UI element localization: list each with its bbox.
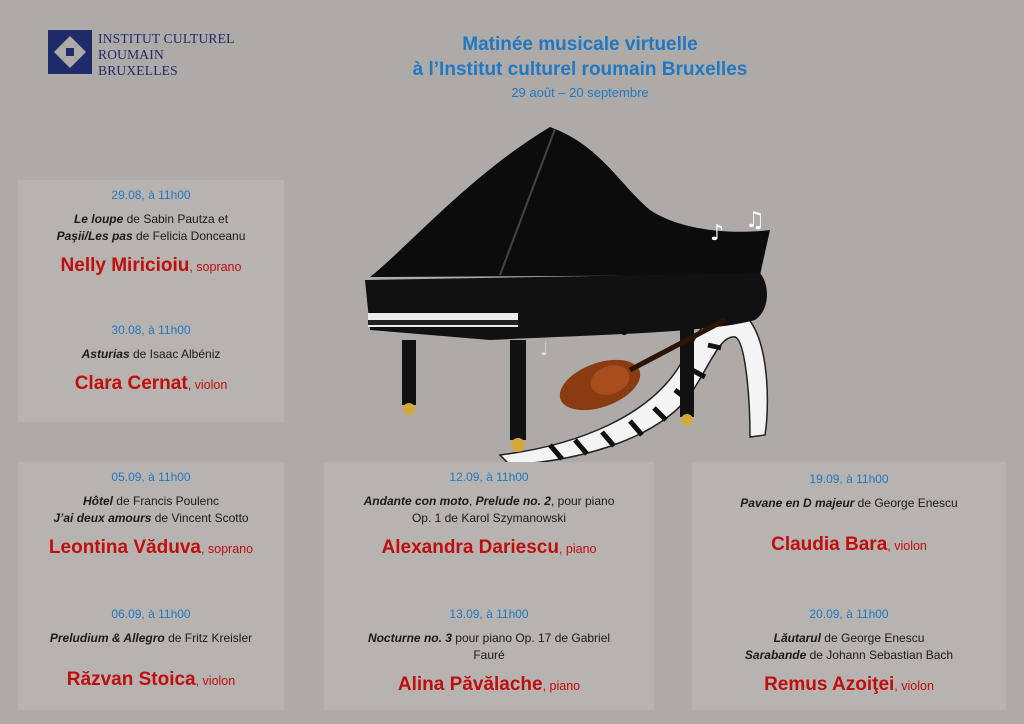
date-range: 29 août – 20 septembre	[511, 85, 649, 100]
event-program: Le loupe de Sabin Pautza et Paşii/Les pas de Felicia Donceanu	[56, 212, 246, 243]
event-date: 29.08, à 11h00	[111, 188, 191, 202]
event-performer: Alexandra Dariescu, piano	[381, 537, 597, 558]
event-program: Pavane en D majeur de George Enescu	[740, 496, 958, 510]
event-29-08	[18, 188, 284, 277]
event-program: Lăutarul de George Enescu Sarabande de Johann Sebastian Bach	[744, 631, 954, 662]
event-06-09	[18, 607, 284, 691]
event-performer: Răzvan Stoica, violon	[66, 669, 236, 690]
svg-text:♪: ♪	[620, 316, 633, 340]
svg-text:♪: ♪	[710, 221, 725, 246]
event-program: Andante con moto, Prelude no. 2, pour piano Op. 1 de Karol Szymanowski	[363, 494, 615, 525]
svg-text:♫: ♫	[745, 208, 765, 233]
event-12-09	[324, 470, 654, 559]
event-30-08	[18, 323, 284, 395]
svg-text:♩: ♩	[540, 339, 549, 360]
event-performer: Clara Cernat, violon	[74, 373, 228, 394]
event-date: 06.09, à 11h00	[111, 607, 191, 621]
event-program: Asturias de Isaac Albéniz	[81, 347, 221, 361]
event-date: 19.09, à 11h00	[809, 472, 889, 486]
event-date: 20.09, à 11h00	[809, 607, 889, 621]
schedule-panel-mid-september	[324, 462, 654, 710]
event-performer: Remus Azoiţei, violon	[764, 674, 934, 695]
event-05-09	[18, 470, 284, 559]
event-performer: Claudia Bara, violon	[771, 534, 927, 555]
event-performer: Leontina Văduva, soprano	[48, 537, 254, 558]
institute-logo-icon	[48, 30, 92, 74]
piano-lid	[370, 127, 770, 277]
event-performer: Alina Păvălache, piano	[397, 674, 581, 695]
event-date: 05.09, à 11h00	[111, 470, 191, 484]
event-program: Preludium & Allegro de Fritz Kreisler	[49, 631, 253, 645]
event-date: 30.08, à 11h00	[111, 323, 191, 337]
event-program: Nocturne no. 3 pour piano Op. 17 de Gabriel Fauré	[367, 631, 611, 662]
event-13-09	[324, 607, 654, 696]
event-date: 12.09, à 11h00	[449, 470, 529, 484]
page-header	[330, 32, 830, 100]
event-date: 13.09, à 11h00	[449, 607, 529, 621]
schedule-panel-august	[18, 180, 284, 422]
institute-name: INSTITUT CULTUREL ROUMAIN BRUXELLES	[98, 31, 235, 78]
schedule-panel-early-september	[18, 462, 284, 710]
schedule-panel-late-september	[692, 462, 1006, 710]
page-title-line2: à l’Institut culturel roumain Bruxelles	[412, 59, 748, 80]
page-title-line1: Matinée musicale virtuelle	[462, 34, 698, 55]
event-19-09	[692, 472, 1006, 556]
grand-piano-illustration	[350, 115, 780, 465]
event-program: Hôtel de Francis Poulenc J’ai deux amours de Vincent Scotto	[53, 494, 249, 525]
event-performer: Nelly Miricioiu, soprano	[60, 255, 242, 276]
institute-logo	[48, 30, 248, 82]
event-20-09	[692, 607, 1006, 696]
